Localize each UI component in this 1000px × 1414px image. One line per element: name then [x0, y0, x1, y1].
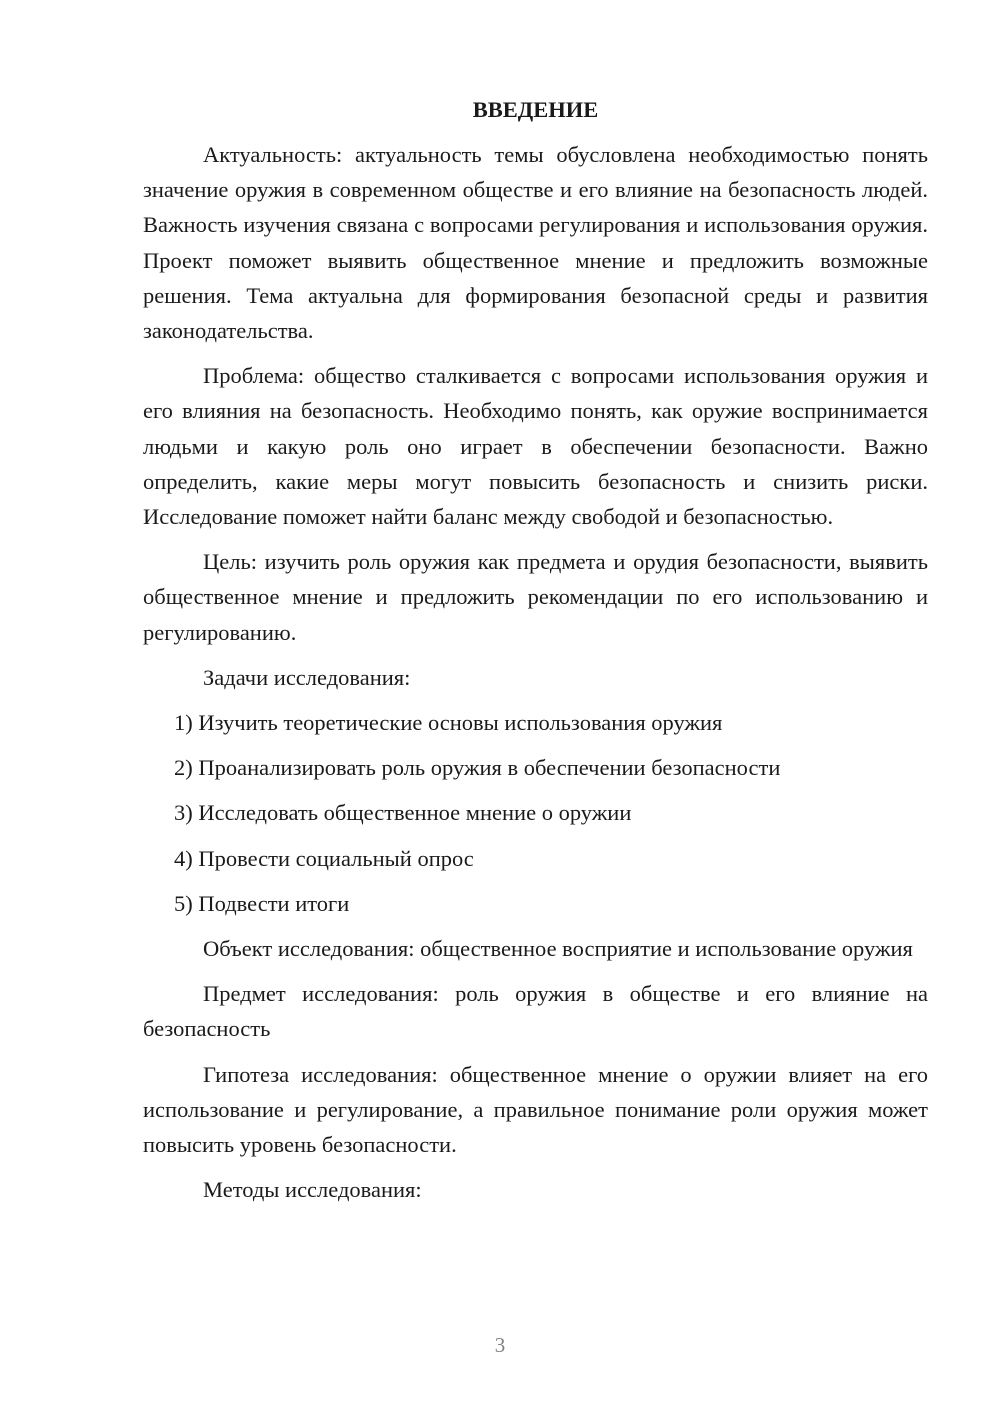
page-content: [143, 92, 928, 1217]
subject-paragraph: Предмет исследования: роль оружия в обществе и его влияние на безопасность: [143, 981, 928, 1042]
task-item-5: 5) Подвести итоги: [174, 890, 350, 916]
section-title: ВВЕДЕНИЕ: [472, 97, 599, 122]
task-item-1: 1) Изучить теоретические основы использования оружия: [174, 710, 723, 736]
task-item-4: 4) Провести социальный опрос: [174, 845, 474, 871]
relevance-paragraph: Актуальность: актуальность темы обусловлена необходимостью понять значение оружия в современном обществе и его влияние на безопасность людей. Важность изучения связана с вопросами регулирования и использования оружия. Проект поможет выявить общественное мнение и предложить возможные решения. Тема актуальна для формирования безопасной среды и развития законодательства.: [143, 142, 928, 344]
page-number: 3: [494, 1333, 506, 1357]
hypothesis-paragraph: Гипотеза исследования: общественное мнение о оружии влияет на его использование и регулирование, а правильное понимание роли оружия может повысить уровень безопасности.: [143, 1061, 928, 1158]
tasks-heading: Задачи исследования:: [203, 664, 411, 690]
task-item-3: 3) Исследовать общественное мнение о оружии: [174, 800, 632, 826]
problem-paragraph: Проблема: общество сталкивается с вопросами использования оружия и его влияния на безопасность. Необходимо понять, как оружие воспринимается людьми и какую роль оно играет в обеспечении безопасности. Важно определить, какие меры могут повысить безопасность и снизить риски. Исследование поможет найти баланс между свободой и безопасностью.: [143, 363, 928, 530]
object-paragraph: Объект исследования: общественное восприятие и использование оружия: [203, 936, 913, 962]
task-item-2: 2) Проанализировать роль оружия в обеспечении безопасности: [174, 755, 781, 781]
methods-heading: Методы исследования:: [203, 1177, 422, 1203]
goal-paragraph: Цель: изучить роль оружия как предмета и орудия безопасности, выявить общественное мнение и предложить рекомендации по его использованию и регулированию.: [143, 549, 928, 645]
